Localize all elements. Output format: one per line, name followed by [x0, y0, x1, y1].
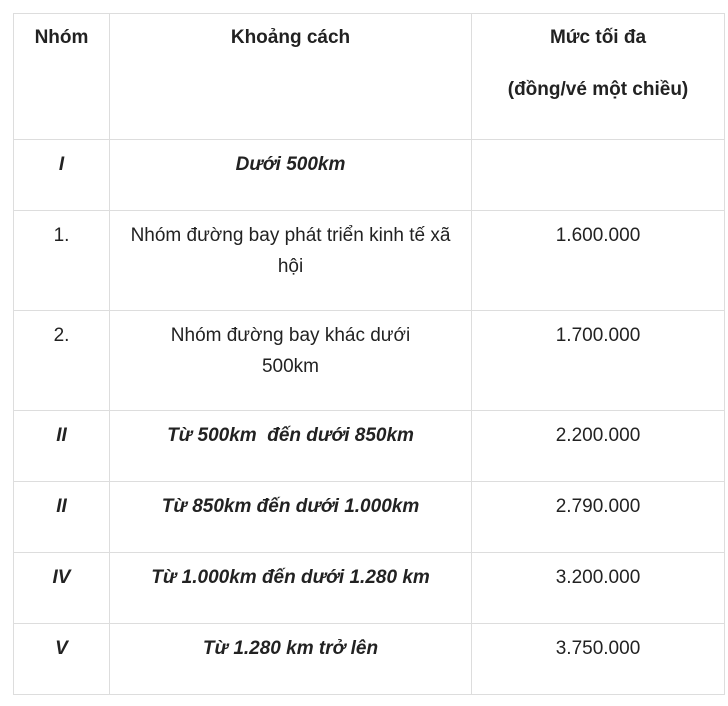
- distance-cell: Dưới 500km: [110, 140, 472, 211]
- table-row: [14, 211, 725, 311]
- table-row: [14, 311, 725, 411]
- table-row: [14, 140, 725, 211]
- table-row: [14, 553, 725, 624]
- airfare-table: [13, 13, 725, 695]
- price-cell: 2.790.000: [472, 482, 725, 553]
- header-distance: Khoảng cách: [110, 14, 472, 140]
- distance-cell: Từ 1.280 km trở lên: [110, 624, 472, 695]
- price-cell: 3.750.000: [472, 624, 725, 695]
- header-max-line1: Mức tối đa: [549, 27, 647, 48]
- distance-cell: Từ 1.000km đến dưới 1.280 km: [110, 553, 472, 624]
- table-row: [14, 411, 725, 482]
- table-row: [14, 624, 725, 695]
- header-max-line2: (đồng/vé một chiều): [507, 79, 689, 100]
- distance-cell: Từ 850km đến dưới 1.000km: [110, 482, 472, 553]
- group-cell: I: [14, 140, 110, 211]
- price-cell: 3.200.000: [472, 553, 725, 624]
- distance-cell: Nhóm đường bay phát triển kinh tế xã hội: [110, 211, 472, 311]
- header-group: Nhóm: [14, 14, 110, 140]
- distance-cell: Nhóm đường bay khác dưới 500km: [110, 311, 472, 411]
- group-cell: IV: [14, 553, 110, 624]
- header-max-price: [472, 14, 725, 140]
- table-header-row: [14, 14, 725, 140]
- group-cell: 2.: [14, 311, 110, 411]
- group-cell: V: [14, 624, 110, 695]
- group-cell: II: [14, 482, 110, 553]
- group-cell: 1.: [14, 211, 110, 311]
- table-row: [14, 482, 725, 553]
- price-cell: 2.200.000: [472, 411, 725, 482]
- price-cell: [472, 140, 725, 211]
- price-cell: 1.700.000: [472, 311, 725, 411]
- distance-cell: Từ 500km đến dưới 850km: [110, 411, 472, 482]
- group-cell: II: [14, 411, 110, 482]
- price-cell: 1.600.000: [472, 211, 725, 311]
